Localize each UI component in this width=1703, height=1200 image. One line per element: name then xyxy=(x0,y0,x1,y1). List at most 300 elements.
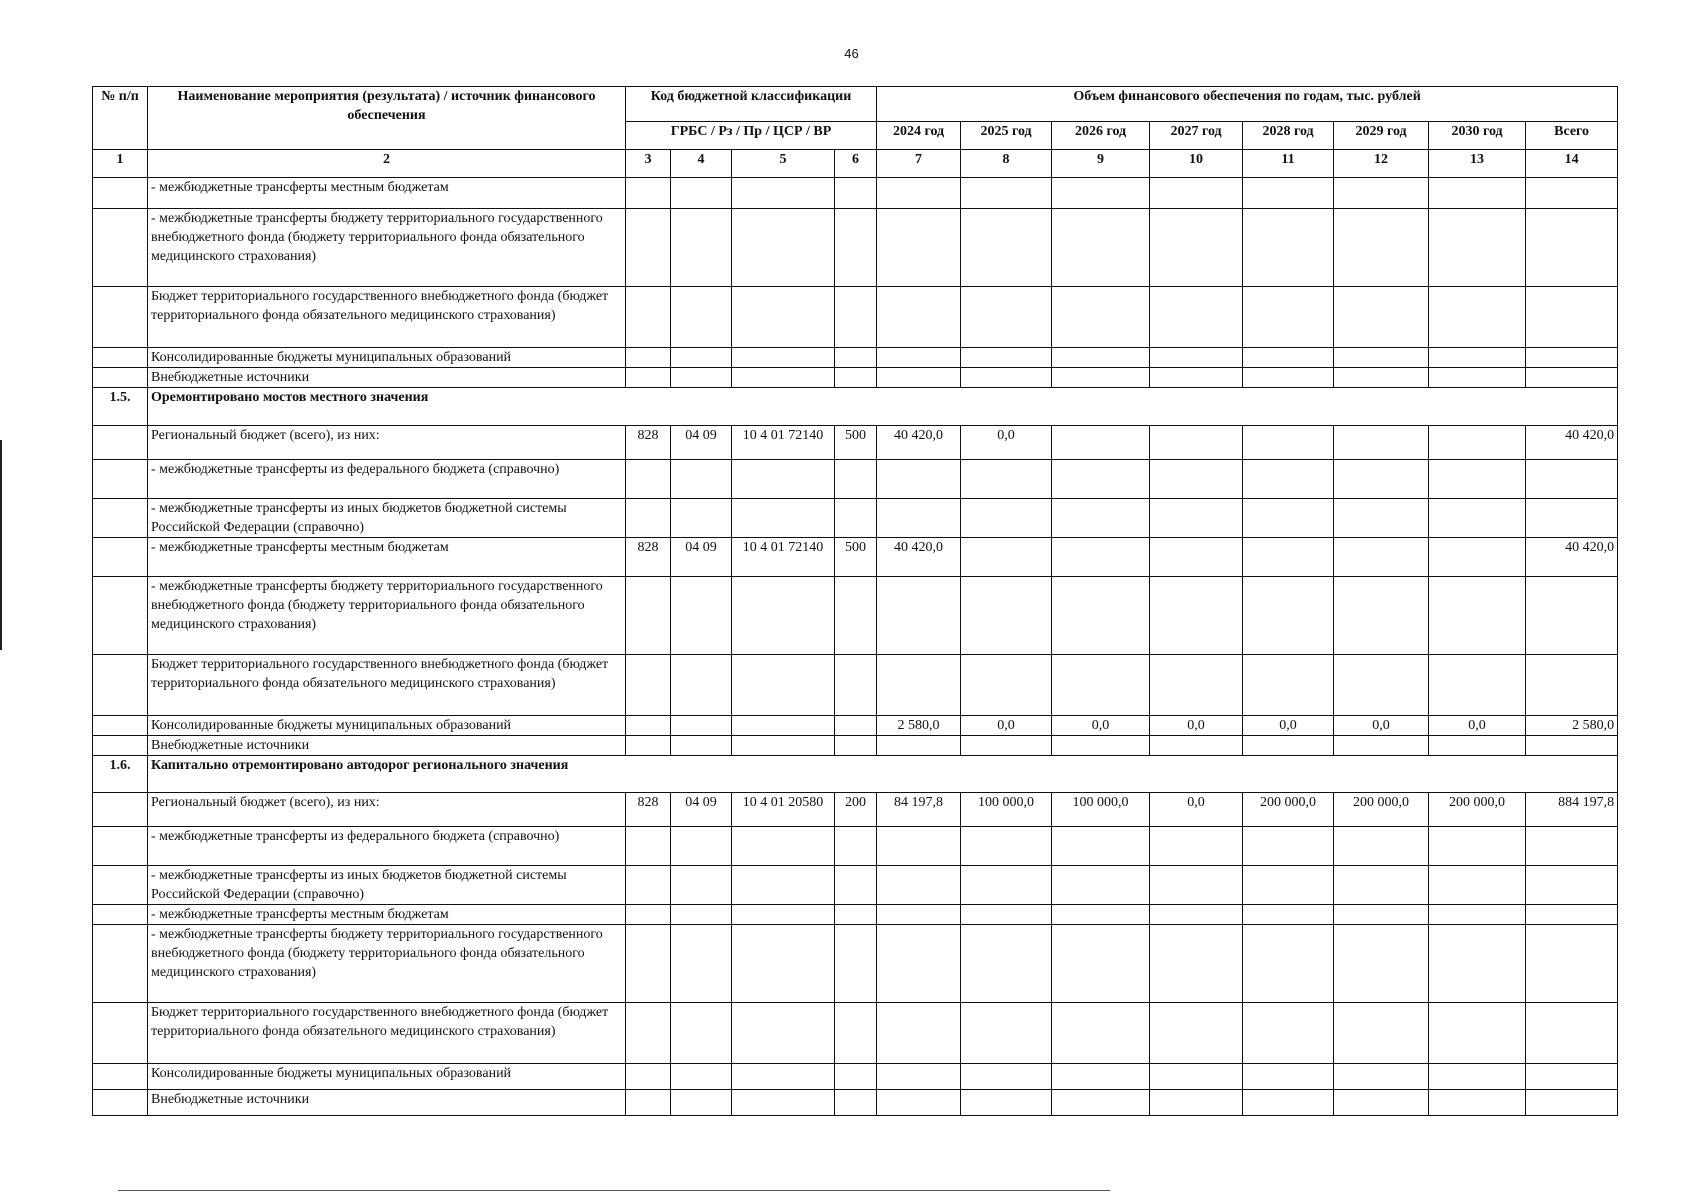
row-number-cell xyxy=(93,716,148,736)
table-row xyxy=(93,736,1618,756)
year-value-cell xyxy=(1334,287,1429,348)
budget-code-cell xyxy=(835,368,877,388)
year-value-cell: 0,0 xyxy=(1052,716,1150,736)
header-row-top xyxy=(93,87,1618,122)
year-value-cell xyxy=(877,736,961,756)
year-value-cell xyxy=(1052,538,1150,577)
year-value-cell: 100 000,0 xyxy=(1052,793,1150,827)
total-value-cell xyxy=(1526,655,1618,716)
budget-code-cell xyxy=(835,827,877,866)
bottom-rule xyxy=(118,1190,1110,1191)
budget-code-cell xyxy=(732,866,835,905)
budget-code-cell xyxy=(835,905,877,925)
budget-code-cell xyxy=(626,827,671,866)
budget-code-cell xyxy=(671,178,732,209)
budget-code-cell xyxy=(732,1090,835,1116)
year-value-cell xyxy=(1429,1064,1526,1090)
row-number-cell xyxy=(93,655,148,716)
budget-code-cell: 10 4 01 72140 xyxy=(732,538,835,577)
column-number: 5 xyxy=(732,150,835,178)
budget-code-cell xyxy=(835,1003,877,1064)
table-row xyxy=(93,793,1618,827)
year-value-cell xyxy=(1334,905,1429,925)
budget-code-cell xyxy=(732,925,835,1003)
year-value-cell xyxy=(1429,827,1526,866)
row-number-cell xyxy=(93,866,148,905)
year-value-cell xyxy=(1334,736,1429,756)
year-value-cell xyxy=(1429,905,1526,925)
year-value-cell xyxy=(961,1090,1052,1116)
total-value-cell xyxy=(1526,1064,1618,1090)
year-value-cell xyxy=(1243,655,1334,716)
year-value-cell xyxy=(1150,209,1243,287)
row-number-cell xyxy=(93,426,148,460)
year-value-cell xyxy=(1334,499,1429,538)
year-value-cell xyxy=(1334,577,1429,655)
total-value-cell xyxy=(1526,287,1618,348)
row-number-cell xyxy=(93,1003,148,1064)
year-value-cell: 2 580,0 xyxy=(877,716,961,736)
row-number-cell: 1.5. xyxy=(93,388,148,426)
year-value-cell xyxy=(1429,426,1526,460)
year-value-cell xyxy=(1429,209,1526,287)
total-value-cell xyxy=(1526,348,1618,368)
year-value-cell xyxy=(1052,209,1150,287)
item-name-cell: Региональный бюджет (всего), из них: xyxy=(148,793,626,827)
budget-code-cell xyxy=(626,655,671,716)
budget-code-cell xyxy=(626,736,671,756)
year-value-cell: 0,0 xyxy=(1334,716,1429,736)
item-name-cell: - межбюджетные трансферты из федерального бюджета (справочно) xyxy=(148,827,626,866)
budget-code-cell xyxy=(835,866,877,905)
item-name-cell: - межбюджетные трансферты местным бюджетам xyxy=(148,538,626,577)
column-number: 8 xyxy=(961,150,1052,178)
table-row xyxy=(93,178,1618,209)
header-year: 2027 год xyxy=(1150,122,1243,150)
budget-table xyxy=(92,86,1618,1116)
year-value-cell xyxy=(1243,1003,1334,1064)
year-value-cell xyxy=(1429,1090,1526,1116)
total-value-cell: 884 197,8 xyxy=(1526,793,1618,827)
total-value-cell xyxy=(1526,736,1618,756)
scan-edge-mark xyxy=(0,440,2,650)
budget-code-cell: 10 4 01 20580 xyxy=(732,793,835,827)
budget-code-cell xyxy=(835,499,877,538)
year-value-cell: 0,0 xyxy=(961,716,1052,736)
budget-code-cell xyxy=(626,925,671,1003)
budget-code-cell xyxy=(626,499,671,538)
year-value-cell xyxy=(1150,577,1243,655)
year-value-cell: 40 420,0 xyxy=(877,426,961,460)
table-row xyxy=(93,577,1618,655)
year-value-cell xyxy=(1429,577,1526,655)
budget-code-cell xyxy=(835,209,877,287)
year-value-cell xyxy=(1243,287,1334,348)
table-row xyxy=(93,905,1618,925)
budget-code-cell: 500 xyxy=(835,426,877,460)
budget-code-cell xyxy=(626,348,671,368)
column-number: 4 xyxy=(671,150,732,178)
budget-code-cell xyxy=(626,1064,671,1090)
year-value-cell xyxy=(961,925,1052,1003)
total-value-cell xyxy=(1526,905,1618,925)
year-value-cell xyxy=(1429,866,1526,905)
year-value-cell xyxy=(1334,426,1429,460)
budget-code-cell xyxy=(732,827,835,866)
year-value-cell xyxy=(961,460,1052,499)
budget-code-cell xyxy=(732,368,835,388)
budget-code-cell xyxy=(671,736,732,756)
table-row xyxy=(93,460,1618,499)
row-number-cell xyxy=(93,348,148,368)
year-value-cell: 0,0 xyxy=(1429,716,1526,736)
year-value-cell xyxy=(961,348,1052,368)
year-value-cell xyxy=(1243,905,1334,925)
budget-code-cell: 828 xyxy=(626,793,671,827)
year-value-cell xyxy=(1052,827,1150,866)
budget-code-cell xyxy=(626,1090,671,1116)
table-row xyxy=(93,368,1618,388)
year-value-cell xyxy=(1334,368,1429,388)
year-value-cell xyxy=(961,827,1052,866)
column-number: 3 xyxy=(626,150,671,178)
total-value-cell xyxy=(1526,368,1618,388)
year-value-cell xyxy=(877,368,961,388)
budget-code-cell xyxy=(671,655,732,716)
row-number-cell xyxy=(93,499,148,538)
total-value-cell xyxy=(1526,577,1618,655)
year-value-cell xyxy=(1150,178,1243,209)
item-name-cell: - межбюджетные трансферты бюджету территориального государственного внебюджетного фонда (бюджету территориального фонда обязательного медицинского страхования) xyxy=(148,925,626,1003)
budget-code-cell xyxy=(671,866,732,905)
year-value-cell xyxy=(1334,1003,1429,1064)
row-number-cell: 1.6. xyxy=(93,756,148,793)
year-value-cell xyxy=(1334,538,1429,577)
budget-table-body xyxy=(93,87,1618,1116)
year-value-cell xyxy=(961,499,1052,538)
year-value-cell xyxy=(1243,538,1334,577)
year-value-cell xyxy=(961,905,1052,925)
year-value-cell xyxy=(1429,1003,1526,1064)
year-value-cell xyxy=(1243,460,1334,499)
header-year: 2026 год xyxy=(1052,122,1150,150)
column-number: 6 xyxy=(835,150,877,178)
year-value-cell xyxy=(1334,1064,1429,1090)
header-col-name: Наименование мероприятия (результата) / источник финансового обеспечения xyxy=(148,87,626,150)
budget-code-cell xyxy=(626,905,671,925)
row-number-cell xyxy=(93,538,148,577)
budget-code-cell xyxy=(732,1003,835,1064)
table-row xyxy=(93,655,1618,716)
year-value-cell xyxy=(961,1064,1052,1090)
year-value-cell xyxy=(877,905,961,925)
year-value-cell: 200 000,0 xyxy=(1429,793,1526,827)
year-value-cell xyxy=(1243,209,1334,287)
column-number: 13 xyxy=(1429,150,1526,178)
row-number-cell xyxy=(93,287,148,348)
column-number-row xyxy=(93,150,1618,178)
budget-code-cell xyxy=(671,577,732,655)
year-value-cell xyxy=(1052,460,1150,499)
budget-code-cell xyxy=(671,287,732,348)
year-value-cell xyxy=(1243,827,1334,866)
budget-code-cell xyxy=(671,1003,732,1064)
year-value-cell xyxy=(1150,348,1243,368)
year-value-cell xyxy=(877,1003,961,1064)
year-value-cell: 84 197,8 xyxy=(877,793,961,827)
table-row xyxy=(93,348,1618,368)
year-value-cell xyxy=(961,368,1052,388)
year-value-cell xyxy=(1150,736,1243,756)
year-value-cell xyxy=(961,866,1052,905)
header-year: 2029 год xyxy=(1334,122,1429,150)
budget-code-cell xyxy=(835,1064,877,1090)
budget-code-cell xyxy=(671,925,732,1003)
total-value-cell xyxy=(1526,925,1618,1003)
budget-code-cell xyxy=(835,655,877,716)
row-number-cell xyxy=(93,209,148,287)
row-number-cell xyxy=(93,460,148,499)
budget-code-cell xyxy=(835,577,877,655)
budget-code-cell xyxy=(732,499,835,538)
header-year: 2030 год xyxy=(1429,122,1526,150)
year-value-cell xyxy=(877,655,961,716)
year-value-cell xyxy=(961,209,1052,287)
year-value-cell xyxy=(1243,368,1334,388)
row-number-cell xyxy=(93,1090,148,1116)
year-value-cell xyxy=(877,925,961,1003)
total-value-cell: 40 420,0 xyxy=(1526,426,1618,460)
budget-code-cell xyxy=(732,716,835,736)
budget-code-cell xyxy=(732,348,835,368)
budget-code-cell: 04 09 xyxy=(671,538,732,577)
year-value-cell xyxy=(1052,1064,1150,1090)
year-value-cell xyxy=(877,1064,961,1090)
row-number-cell xyxy=(93,905,148,925)
budget-code-cell xyxy=(671,368,732,388)
year-value-cell xyxy=(1334,460,1429,499)
row-number-cell xyxy=(93,178,148,209)
item-name-cell: - межбюджетные трансферты местным бюджетам xyxy=(148,905,626,925)
budget-code-cell: 04 09 xyxy=(671,426,732,460)
year-value-cell xyxy=(1334,209,1429,287)
budget-code-cell xyxy=(671,905,732,925)
year-value-cell xyxy=(1150,538,1243,577)
item-name-cell: Консолидированные бюджеты муниципальных образований xyxy=(148,716,626,736)
year-value-cell xyxy=(877,577,961,655)
table-row xyxy=(93,925,1618,1003)
budget-code-cell xyxy=(626,866,671,905)
year-value-cell xyxy=(1150,1090,1243,1116)
budget-code-cell: 200 xyxy=(835,793,877,827)
year-value-cell xyxy=(961,736,1052,756)
item-name-cell: - межбюджетные трансферты из федерального бюджета (справочно) xyxy=(148,460,626,499)
table-row xyxy=(93,209,1618,287)
table-row xyxy=(93,716,1618,736)
total-value-cell xyxy=(1526,209,1618,287)
budget-code-cell: 500 xyxy=(835,538,877,577)
header-code-sub: ГРБС / Рз / Пр / ЦСР / ВР xyxy=(626,122,877,150)
year-value-cell xyxy=(1334,1090,1429,1116)
column-number: 12 xyxy=(1334,150,1429,178)
year-value-cell xyxy=(1243,736,1334,756)
budget-code-cell xyxy=(626,1003,671,1064)
row-number-cell xyxy=(93,1064,148,1090)
table-row xyxy=(93,287,1618,348)
year-value-cell xyxy=(1150,426,1243,460)
year-value-cell xyxy=(1334,655,1429,716)
budget-code-cell xyxy=(732,577,835,655)
year-value-cell xyxy=(1429,348,1526,368)
budget-code-cell: 10 4 01 72140 xyxy=(732,426,835,460)
year-value-cell xyxy=(1150,655,1243,716)
budget-code-cell xyxy=(835,736,877,756)
year-value-cell: 200 000,0 xyxy=(1334,793,1429,827)
year-value-cell xyxy=(961,287,1052,348)
year-value-cell xyxy=(1429,925,1526,1003)
year-value-cell: 0,0 xyxy=(1243,716,1334,736)
year-value-cell xyxy=(1150,866,1243,905)
header-year: 2024 год xyxy=(877,122,961,150)
year-value-cell xyxy=(1150,925,1243,1003)
budget-code-cell: 04 09 xyxy=(671,793,732,827)
budget-code-cell xyxy=(835,287,877,348)
year-value-cell xyxy=(1243,1090,1334,1116)
year-value-cell xyxy=(1052,1003,1150,1064)
table-row xyxy=(93,827,1618,866)
budget-code-cell xyxy=(732,460,835,499)
budget-code-cell: 828 xyxy=(626,426,671,460)
year-value-cell xyxy=(877,348,961,368)
year-value-cell xyxy=(877,209,961,287)
year-value-cell xyxy=(877,1090,961,1116)
budget-code-cell xyxy=(835,348,877,368)
column-number: 7 xyxy=(877,150,961,178)
column-number: 1 xyxy=(93,150,148,178)
year-value-cell xyxy=(961,655,1052,716)
table-row xyxy=(93,1090,1618,1116)
year-value-cell xyxy=(1052,905,1150,925)
budget-code-cell xyxy=(626,716,671,736)
total-value-cell xyxy=(1526,827,1618,866)
year-value-cell xyxy=(1334,925,1429,1003)
budget-code-cell xyxy=(835,178,877,209)
budget-code-cell xyxy=(732,1064,835,1090)
budget-code-cell xyxy=(835,925,877,1003)
year-value-cell xyxy=(1243,499,1334,538)
year-value-cell xyxy=(961,538,1052,577)
total-value-cell: 2 580,0 xyxy=(1526,716,1618,736)
row-number-cell xyxy=(93,368,148,388)
year-value-cell xyxy=(1052,178,1150,209)
year-value-cell: 0,0 xyxy=(1150,793,1243,827)
year-value-cell: 100 000,0 xyxy=(961,793,1052,827)
year-value-cell xyxy=(1150,287,1243,348)
year-value-cell xyxy=(1052,736,1150,756)
header-year: 2025 год xyxy=(961,122,1052,150)
header-volume-group: Объем финансового обеспечения по годам, тыс. рублей xyxy=(877,87,1618,122)
year-value-cell xyxy=(1150,460,1243,499)
row-number-cell xyxy=(93,577,148,655)
budget-code-cell xyxy=(626,368,671,388)
budget-code-cell xyxy=(671,348,732,368)
year-value-cell xyxy=(1243,348,1334,368)
year-value-cell: 0,0 xyxy=(961,426,1052,460)
budget-code-cell xyxy=(671,1064,732,1090)
item-name-cell: Консолидированные бюджеты муниципальных образований xyxy=(148,348,626,368)
year-value-cell xyxy=(1052,655,1150,716)
row-number-cell xyxy=(93,736,148,756)
table-row xyxy=(93,1064,1618,1090)
year-value-cell xyxy=(1334,178,1429,209)
year-value-cell xyxy=(1334,348,1429,368)
item-name-cell: - межбюджетные трансферты бюджету территориального государственного внебюджетного фонда (бюджету территориального фонда обязательного медицинского страхования) xyxy=(148,209,626,287)
year-value-cell xyxy=(1429,499,1526,538)
year-value-cell xyxy=(877,287,961,348)
budget-code-cell xyxy=(671,716,732,736)
year-value-cell xyxy=(1150,1003,1243,1064)
budget-code-cell xyxy=(835,1090,877,1116)
budget-code-cell xyxy=(732,209,835,287)
row-number-cell xyxy=(93,793,148,827)
item-name-cell: - межбюджетные трансферты из иных бюджетов бюджетной системы Российской Федерации (справочно) xyxy=(148,866,626,905)
item-name-cell: Региональный бюджет (всего), из них: xyxy=(148,426,626,460)
budget-code-cell xyxy=(671,1090,732,1116)
year-value-cell xyxy=(961,577,1052,655)
budget-code-cell xyxy=(671,209,732,287)
item-name-cell: - межбюджетные трансферты местным бюджетам xyxy=(148,178,626,209)
item-name-cell: Внебюджетные источники xyxy=(148,368,626,388)
section-row xyxy=(93,388,1618,426)
year-value-cell xyxy=(1429,655,1526,716)
total-value-cell xyxy=(1526,499,1618,538)
year-value-cell xyxy=(1243,925,1334,1003)
total-value-cell xyxy=(1526,460,1618,499)
year-value-cell xyxy=(877,499,961,538)
year-value-cell xyxy=(1150,827,1243,866)
year-value-cell xyxy=(961,178,1052,209)
budget-code-cell xyxy=(626,209,671,287)
item-name-cell: Внебюджетные источники xyxy=(148,1090,626,1116)
page-number: 46 xyxy=(844,46,859,61)
year-value-cell xyxy=(1429,538,1526,577)
column-number: 11 xyxy=(1243,150,1334,178)
budget-code-cell xyxy=(626,178,671,209)
year-value-cell xyxy=(1429,178,1526,209)
budget-code-cell: 828 xyxy=(626,538,671,577)
table-row xyxy=(93,866,1618,905)
year-value-cell xyxy=(1150,499,1243,538)
year-value-cell xyxy=(1052,348,1150,368)
budget-code-cell xyxy=(626,287,671,348)
year-value-cell xyxy=(1429,460,1526,499)
item-name-cell: Консолидированные бюджеты муниципальных образований xyxy=(148,1064,626,1090)
year-value-cell xyxy=(1429,287,1526,348)
year-value-cell xyxy=(877,460,961,499)
year-value-cell xyxy=(1052,499,1150,538)
column-number: 2 xyxy=(148,150,626,178)
total-value-cell xyxy=(1526,178,1618,209)
year-value-cell xyxy=(1243,1064,1334,1090)
header-code-group: Код бюджетной классификации xyxy=(626,87,877,122)
year-value-cell xyxy=(1052,925,1150,1003)
year-value-cell xyxy=(877,178,961,209)
year-value-cell xyxy=(1429,736,1526,756)
year-value-cell xyxy=(1150,1064,1243,1090)
table-row xyxy=(93,538,1618,577)
year-value-cell xyxy=(1052,426,1150,460)
budget-code-cell xyxy=(671,827,732,866)
